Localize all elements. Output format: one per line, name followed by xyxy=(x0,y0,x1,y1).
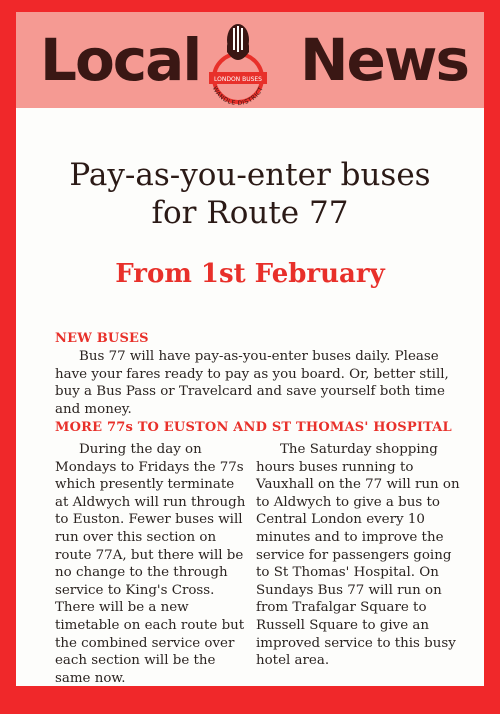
section-text-new-buses: Bus 77 will have pay-as-you-enter buses daily. Please have your fares ready to pay as you board. Or, better still, buy a Bus Pass or Travelcard and save yourself both time and money. xyxy=(55,349,449,417)
logo-district-text: WANDLE DISTRICT xyxy=(210,85,266,106)
section-title-new-buses: NEW BUSES xyxy=(55,331,149,346)
headline-line2: for Route 77 xyxy=(151,195,349,231)
masthead-news: News xyxy=(300,26,468,94)
masthead-local: Local xyxy=(40,26,201,94)
date-line: From 1st February xyxy=(115,259,385,289)
svg-text:WANDLE DISTRICT xyxy=(211,85,265,106)
section-column-right: The Saturday shopping hours buses running to Vauxhall on the 77 will run on to Aldwych to give a bus to Central London every 10 minutes and to improve the service for passengers going to St Thomas' Hospital. On Sundays Bus 77 will run on from Trafalgar Square to Russell Square to give an improved service to this busy hotel area. xyxy=(256,442,460,669)
logo-ring-text: LONDON BUSES xyxy=(214,76,262,83)
section-column-left: During the day on Mondays to Fridays the 77s which presently terminate at Aldwych will run through to Euston. Fewer buses will run over this section on route 77A, but there will be no change to the through service to King's Cross. There will be a new timetable on each route but the combined service over each section will be the same now. xyxy=(55,442,246,686)
section-title-more-77s: MORE 77s TO EUSTON AND ST THOMAS' HOSPITAL xyxy=(55,420,452,435)
headline-line1: Pay-as-you-enter buses xyxy=(69,157,431,193)
london-buses-roundel-icon xyxy=(205,18,271,106)
